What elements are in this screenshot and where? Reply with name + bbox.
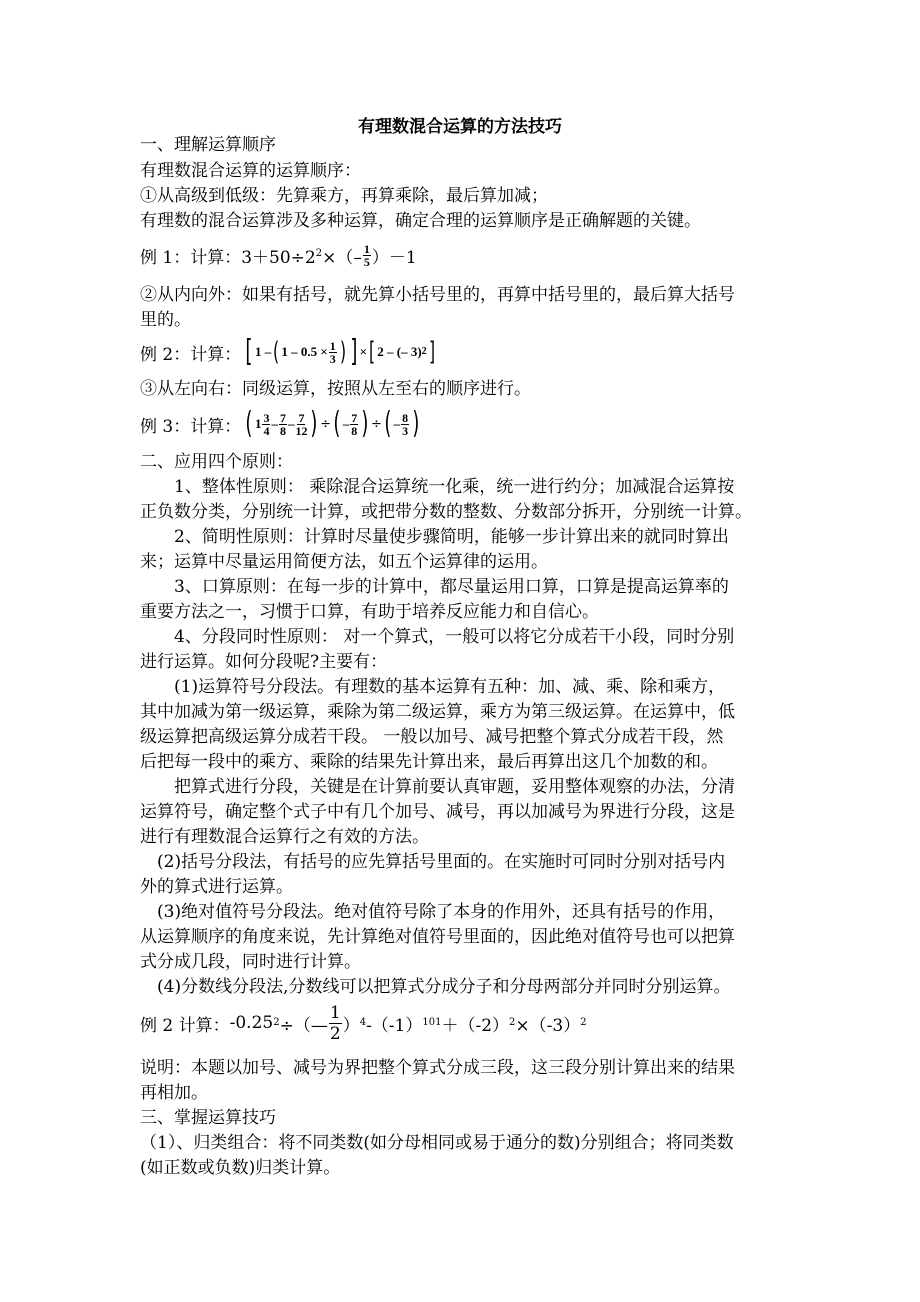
paragraph-line: 把算式进行分段，关键是在计算前要认真审题，妥用整体观察的办法，分清 [140, 777, 735, 797]
paragraph-line: (2)括号分段法，有括号的应先算括号里面的。在实施时可同时分别对括号内 [140, 852, 726, 872]
fraction: $\frac{8}{3}$ [402, 410, 409, 438]
section-heading-1: 一、理解运算顺序 [140, 135, 276, 155]
paragraph-line: 来；运算中尽量运用简便方法，如五个运算律的运用。 [140, 552, 548, 572]
paragraph-line: 再相加。 [140, 1083, 208, 1103]
paragraph-line: ①从高级到低级：先算乘方，再算乘除，最后算加减； [140, 186, 548, 206]
fraction: $\frac{3}{4}$ [263, 410, 270, 438]
paragraph-line: ③从左向右：同级运算，按照从左至右的顺序进行。 [140, 379, 531, 399]
example-expression: ( 1 $\frac{3}{4}$ – $\frac{7}{8}$ – $\frac{7}{12}$ ) ÷ ( – $\frac{7}{8}$ ) ÷ ( – $\frac{8}{3}$ ) [245, 406, 420, 441]
fraction: $\frac{1}{5}$ [363, 241, 370, 269]
example-expression: [ 1 – ( 1 – 0.5 × $\frac{1}{3}$ ) ] × [ 2 – (– 3) 2 ] [245, 334, 435, 369]
paragraph-line: 有理数混合运算的运算顺序： [140, 161, 361, 181]
fraction: $\frac{1}{2}$ [329, 1002, 341, 1044]
paragraph-line: 进行运算。如何分段呢?主要有： [140, 652, 388, 672]
paragraph-line: 4、分段同时性原则： 对一个算式，一般可以将它分成若干小段，同时分别 [140, 627, 735, 647]
document-title: 有理数混合运算的方法技巧 [358, 117, 562, 137]
example-label: 例 2：计算： [140, 344, 242, 365]
paragraph-line: （1）、归类组合：将不同类数(如分母相同或易于通分的数)分别组合；将同类数 [140, 1133, 734, 1153]
paragraph-line: 运算符号，确定整个式子中有几个加号、减号，再以加减号为界进行分段，这是 [140, 802, 735, 822]
paragraph-line: 后把每一段中的乘方、乘除的结果先计算出来，最后再算出这几个加数的和。 [140, 752, 718, 772]
section-heading-2: 二、应用四个原则： [140, 452, 293, 472]
paragraph-line: 正负数分类，分别统一计算，或把带分数的整数、分数部分拆开，分别统一计算。 [140, 502, 752, 522]
paragraph-line: (如正数或负数)归类计算。 [140, 1158, 341, 1178]
paragraph-line: (1)运算符号分段法。有理数的基本运算有五种：加、减、乘、除和乘方， [140, 677, 726, 697]
paragraph-line: 从运算顺序的角度来说，先计算绝对值符号里面的，因此绝对值符号也可以把算 [140, 927, 735, 947]
example-3 [140, 405, 422, 443]
paragraph-line: 重要方法之一，习惯于口算，有助于培养反应能力和自信心。 [140, 602, 599, 622]
paragraph-line: 式分成几段，同时进行计算。 [140, 952, 361, 972]
paragraph-line: 级运算把高级运算分成若干段。 一般以加号、减号把整个算式分成若干段，然 [140, 727, 724, 747]
paragraph-line: 其中加减为第一级运算，乘除为第二级运算，乘方为第三级运算。在运算中，低 [140, 702, 735, 722]
paragraph-line: 2、简明性原则：计算时尽量使步骤简明，能够一步计算出来的就同时算出 [140, 527, 729, 547]
paragraph-line: 1、整体性原则： 乘除混合运算统一化乘，统一进行约分；加减混合运算按 [140, 477, 735, 497]
paragraph-line: (4)分数线分段法,分数线可以把算式分成分子和分母两部分并同时分别运算。 [140, 977, 731, 997]
fraction: $\frac{7}{8}$ [351, 410, 358, 438]
example-label: 例 1：计算： [140, 247, 242, 268]
example-label: 例 3：计算： [140, 416, 242, 437]
example-2 [140, 334, 437, 370]
paragraph-line: ②从内向外：如果有括号，就先算小括号里的，再算中括号里的，最后算大括号 [140, 285, 735, 305]
fraction: $\frac{7}{8}$ [279, 410, 286, 438]
paragraph-line: 3、口算原则：在每一步的计算中，都尽量运用口算，口算是提高运算率的 [140, 577, 729, 597]
paragraph-line: 里的。 [140, 310, 191, 330]
fraction: $\frac{7}{12}$ [295, 410, 308, 438]
fraction: $\frac{1}{3}$ [329, 338, 336, 366]
example-expression: $3+50\div 2^2\times(-$ [241, 247, 362, 268]
paragraph-line: (3)绝对值符号分段法。绝对值符号除了本身的作用外，还具有括号的作用， [140, 902, 726, 922]
example-label: 例 2 计算： [140, 1015, 230, 1036]
paragraph-line: 说明：本题以加号、减号为界把整个算式分成三段，这三段分别计算出来的结果 [140, 1058, 735, 1078]
paragraph-line: 有理数的混合运算涉及多种运算，确定合理的运算顺序是正确解题的关键。 [140, 211, 701, 231]
paragraph-line: 外的算式进行运算。 [140, 877, 293, 897]
example-4: 例 2 计算： -0.25 2 ÷（— $\frac{1}{2}$ ） 4 -（-1） 101 ＋（-2） 2 ×（-3） 2 [140, 1002, 587, 1044]
section-heading-3: 三、掌握运算技巧 [140, 1108, 276, 1128]
paragraph-line: 进行有理数混合运算行之有效的方法。 [140, 827, 429, 847]
example-1: 例 1：计算： $3+50\div 2^2\times(-$ $\frac{1}{5}$ ）－1 [140, 241, 417, 269]
